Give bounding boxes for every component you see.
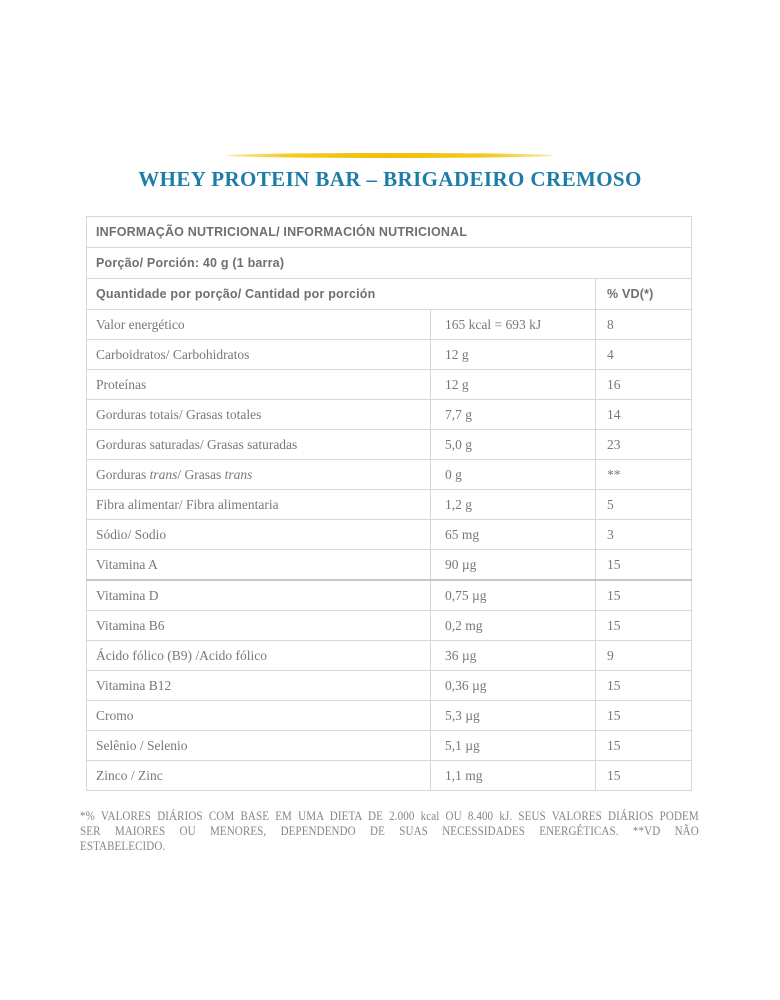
nutrient-name: Valor energético	[87, 310, 431, 340]
nutrient-name: Proteínas	[87, 370, 431, 400]
footnote-line: SER MAIORES OU MENORES, DEPENDENDO DE SUAS NECESSIDADES ENERGÉTICAS. **VD NÃO	[80, 824, 699, 838]
quantity-column-header: Quantidade por porção/ Cantidad por porción	[87, 279, 596, 310]
table-title: INFORMAÇÃO NUTRICIONAL/ INFORMACIÓN NUTRICIONAL	[87, 217, 692, 248]
footnote	[80, 809, 699, 854]
table-row	[87, 550, 692, 581]
nutrient-amount: 165 kcal = 693 kJ	[431, 310, 596, 340]
nutrient-name: Gorduras totais/ Grasas totales	[87, 400, 431, 430]
product-title: WHEY PROTEIN BAR – BRIGADEIRO CREMOSO	[138, 167, 642, 191]
nutrient-daily-value: 23	[596, 430, 692, 460]
nutrient-amount: 1,2 g	[431, 490, 596, 520]
table-row	[87, 430, 692, 460]
nutrient-amount: 90 µg	[431, 550, 596, 581]
table-row	[87, 731, 692, 761]
product-header	[0, 0, 780, 192]
nutrient-daily-value: 15	[596, 550, 692, 581]
gold-divider-line	[226, 153, 554, 158]
nutrient-daily-value: 4	[596, 340, 692, 370]
nutrient-amount: 5,3 µg	[431, 701, 596, 731]
nutrient-daily-value: 8	[596, 310, 692, 340]
table-row	[87, 340, 692, 370]
nutrient-amount: 0 g	[431, 460, 596, 490]
table-row	[87, 370, 692, 400]
daily-value-column-header: % VD(*)	[596, 279, 692, 310]
table-row	[87, 310, 692, 340]
table-row	[87, 580, 692, 611]
nutrient-amount: 0,36 µg	[431, 671, 596, 701]
table-row	[87, 490, 692, 520]
table-row	[87, 671, 692, 701]
table-row	[87, 761, 692, 791]
nutrient-daily-value: 15	[596, 701, 692, 731]
column-header-row	[87, 279, 692, 310]
nutrient-daily-value: 15	[596, 761, 692, 791]
nutrient-name: Vitamina B6	[87, 611, 431, 641]
nutrient-daily-value: 14	[596, 400, 692, 430]
nutrient-name: Zinco / Zinc	[87, 761, 431, 791]
nutrient-name: Vitamina A	[87, 550, 431, 581]
table-row	[87, 460, 692, 490]
nutrient-amount: 12 g	[431, 340, 596, 370]
nutrient-daily-value: 15	[596, 611, 692, 641]
nutrition-table-body	[87, 217, 692, 791]
serving-size-row	[87, 248, 692, 279]
table-row	[87, 641, 692, 671]
nutrient-amount: 7,7 g	[431, 400, 596, 430]
nutrient-amount: 5,0 g	[431, 430, 596, 460]
nutrient-daily-value: **	[596, 460, 692, 490]
footnote-line: *% VALORES DIÁRIOS COM BASE EM UMA DIETA DE 2.000 kcal OU 8.400 kJ. SEUS VALORES DIÁRIOS PODEM	[80, 809, 699, 823]
nutrient-name: Gorduras saturadas/ Grasas saturadas	[87, 430, 431, 460]
nutrient-daily-value: 15	[596, 580, 692, 611]
nutrient-daily-value: 3	[596, 520, 692, 550]
nutrient-name: Vitamina B12	[87, 671, 431, 701]
nutrient-name: Sódio/ Sodio	[87, 520, 431, 550]
nutrient-amount: 0,2 mg	[431, 611, 596, 641]
nutrient-amount: 36 µg	[431, 641, 596, 671]
nutrient-daily-value: 16	[596, 370, 692, 400]
footnote-line: ESTABELECIDO.	[80, 839, 166, 853]
nutrient-name: Gorduras trans/ Grasas trans	[87, 460, 431, 490]
nutrient-name: Carboidratos/ Carbohidratos	[87, 340, 431, 370]
nutrient-daily-value: 5	[596, 490, 692, 520]
nutrient-name: Cromo	[87, 701, 431, 731]
nutrient-daily-value: 15	[596, 671, 692, 701]
table-row	[87, 611, 692, 641]
nutrition-table	[86, 216, 692, 791]
nutrient-daily-value: 9	[596, 641, 692, 671]
table-row	[87, 701, 692, 731]
serving-size: Porção/ Porción: 40 g (1 barra)	[87, 248, 692, 279]
nutrient-amount: 65 mg	[431, 520, 596, 550]
nutrient-amount: 0,75 µg	[431, 580, 596, 611]
nutrient-amount: 12 g	[431, 370, 596, 400]
nutrient-name: Vitamina D	[87, 580, 431, 611]
nutrient-daily-value: 15	[596, 731, 692, 761]
nutrient-name: Ácido fólico (B9) /Acido fólico	[87, 641, 431, 671]
nutrient-name: Fibra alimentar/ Fibra alimentaria	[87, 490, 431, 520]
table-row	[87, 400, 692, 430]
nutrient-name: Selênio / Selenio	[87, 731, 431, 761]
nutrient-amount: 1,1 mg	[431, 761, 596, 791]
nutrient-amount: 5,1 µg	[431, 731, 596, 761]
table-row	[87, 520, 692, 550]
table-title-row	[87, 217, 692, 248]
